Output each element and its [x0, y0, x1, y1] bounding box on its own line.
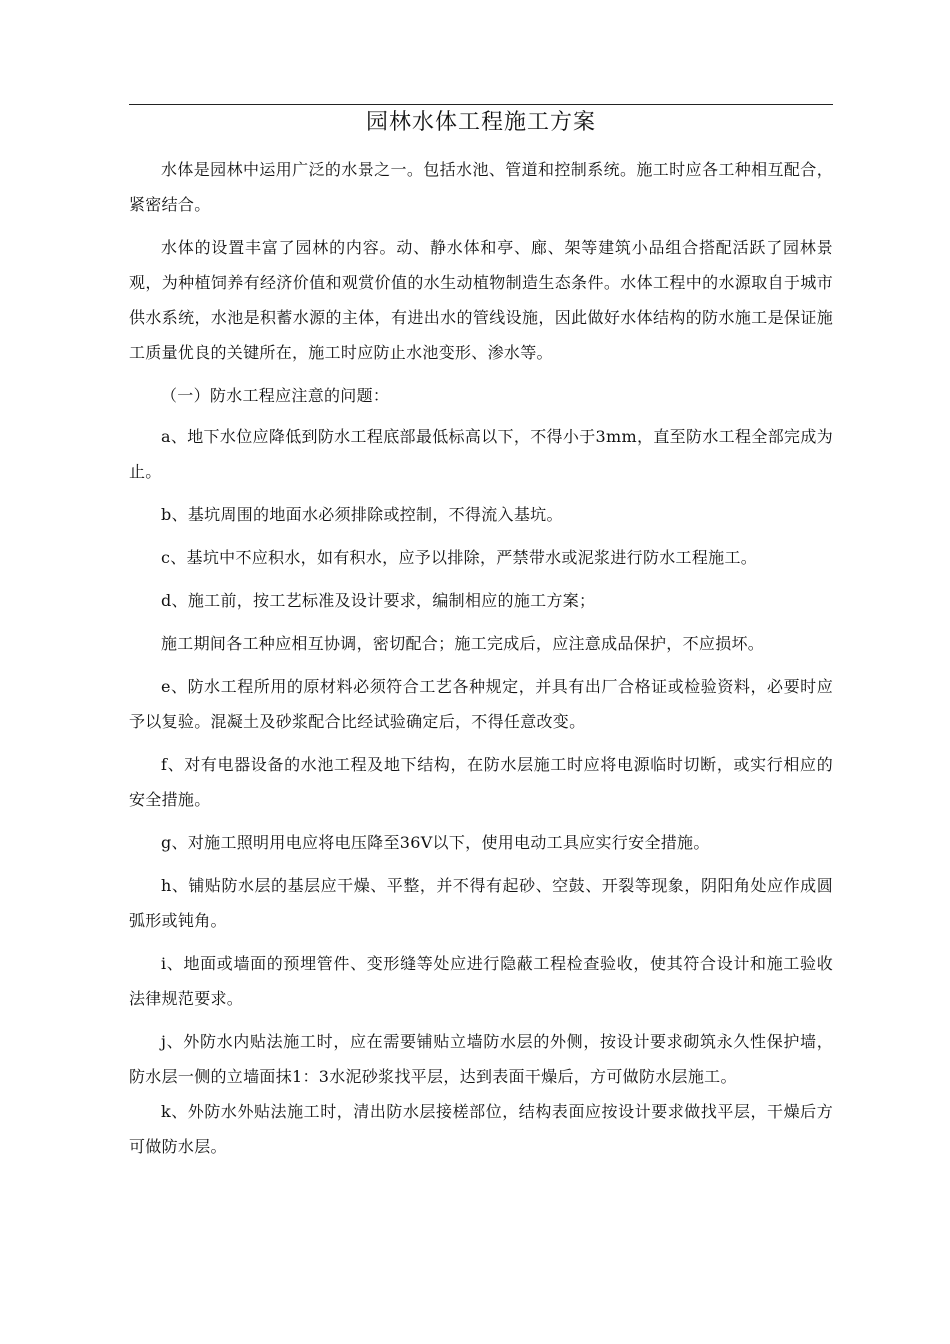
paragraph-water-features: 水体的设置丰富了园林的内容。动、静水体和亭、廊、架等建筑小品组合搭配活跃了园林景观，为种植饲养有经济价值和观赏价值的水生动植物制造生态条件。水体工程中的水源取自于城市供水系统，水池是积蓄水源的主体，有进出水的管线设施，因此做好水体结构的防水施工是保证施工质量优良的关键所在，施工时应防止水池变形、渗水等。: [129, 238, 833, 362]
section-heading-waterproofing: （一）防水工程应注意的问题：: [161, 386, 390, 405]
list-item-e: e、防水工程所用的原材料必须符合工艺各种规定，并具有出厂合格证或检验资料，必要时应予以复验。混凝土及砂浆配合比经试验确定后，不得任意改变。: [129, 677, 833, 731]
list-item-k: k、外防水外贴法施工时，清出防水层接槎部位，结构表面应按设计要求做找平层，干燥后方可做防水层。: [129, 1102, 833, 1156]
document-body: [129, 152, 833, 1164]
list-item-g: g、对施工照明用电应将电压降至36V以下，使用电动工具应实行安全措施。: [161, 833, 710, 852]
list-item-a: a、地下水位应降低到防水工程底部最低标高以下，不得小于3mm，直至防水工程全部完成为止。: [129, 427, 833, 481]
list-item-d: d、施工前，按工艺标准及设计要求，编制相应的施工方案；: [161, 591, 596, 610]
list-item-j: j、外防水内贴法施工时，应在需要铺贴立墙防水层的外侧，按设计要求砌筑永久性保护墙，防水层一侧的立墙面抹1：3水泥砂浆找平层，达到表面干燥后，方可做防水层施工。: [129, 1032, 833, 1086]
header-rule: [129, 104, 833, 105]
document-title: 园林水体工程施工方案: [365, 110, 596, 135]
paragraph-intro: 水体是园林中运用广泛的水景之一。包括水池、管道和控制系统。施工时应各工种相互配合，紧密结合。: [129, 160, 833, 214]
list-item-f: f、对有电器设备的水池工程及地下结构，在防水层施工时应将电源临时切断，或实行相应的安全措施。: [129, 755, 833, 809]
list-item-b: b、基坑周围的地面水必须排除或控制，不得流入基坑。: [161, 505, 563, 524]
list-item-i: i、地面或墙面的预埋管件、变形缝等处应进行隐蔽工程检查验收，使其符合设计和施工验收法律规范要求。: [129, 954, 833, 1008]
list-item-h: h、铺贴防水层的基层应干燥、平整，并不得有起砂、空鼓、开裂等现象，阴阳角处应作成圆弧形或钝角。: [129, 876, 833, 930]
list-item-d-continued: 施工期间各工种应相互协调，密切配合；施工完成后，应注意成品保护，不应损坏。: [161, 634, 765, 653]
list-item-c: c、基坑中不应积水，如有积水，应予以排除，严禁带水或泥浆进行防水工程施工。: [161, 548, 758, 567]
